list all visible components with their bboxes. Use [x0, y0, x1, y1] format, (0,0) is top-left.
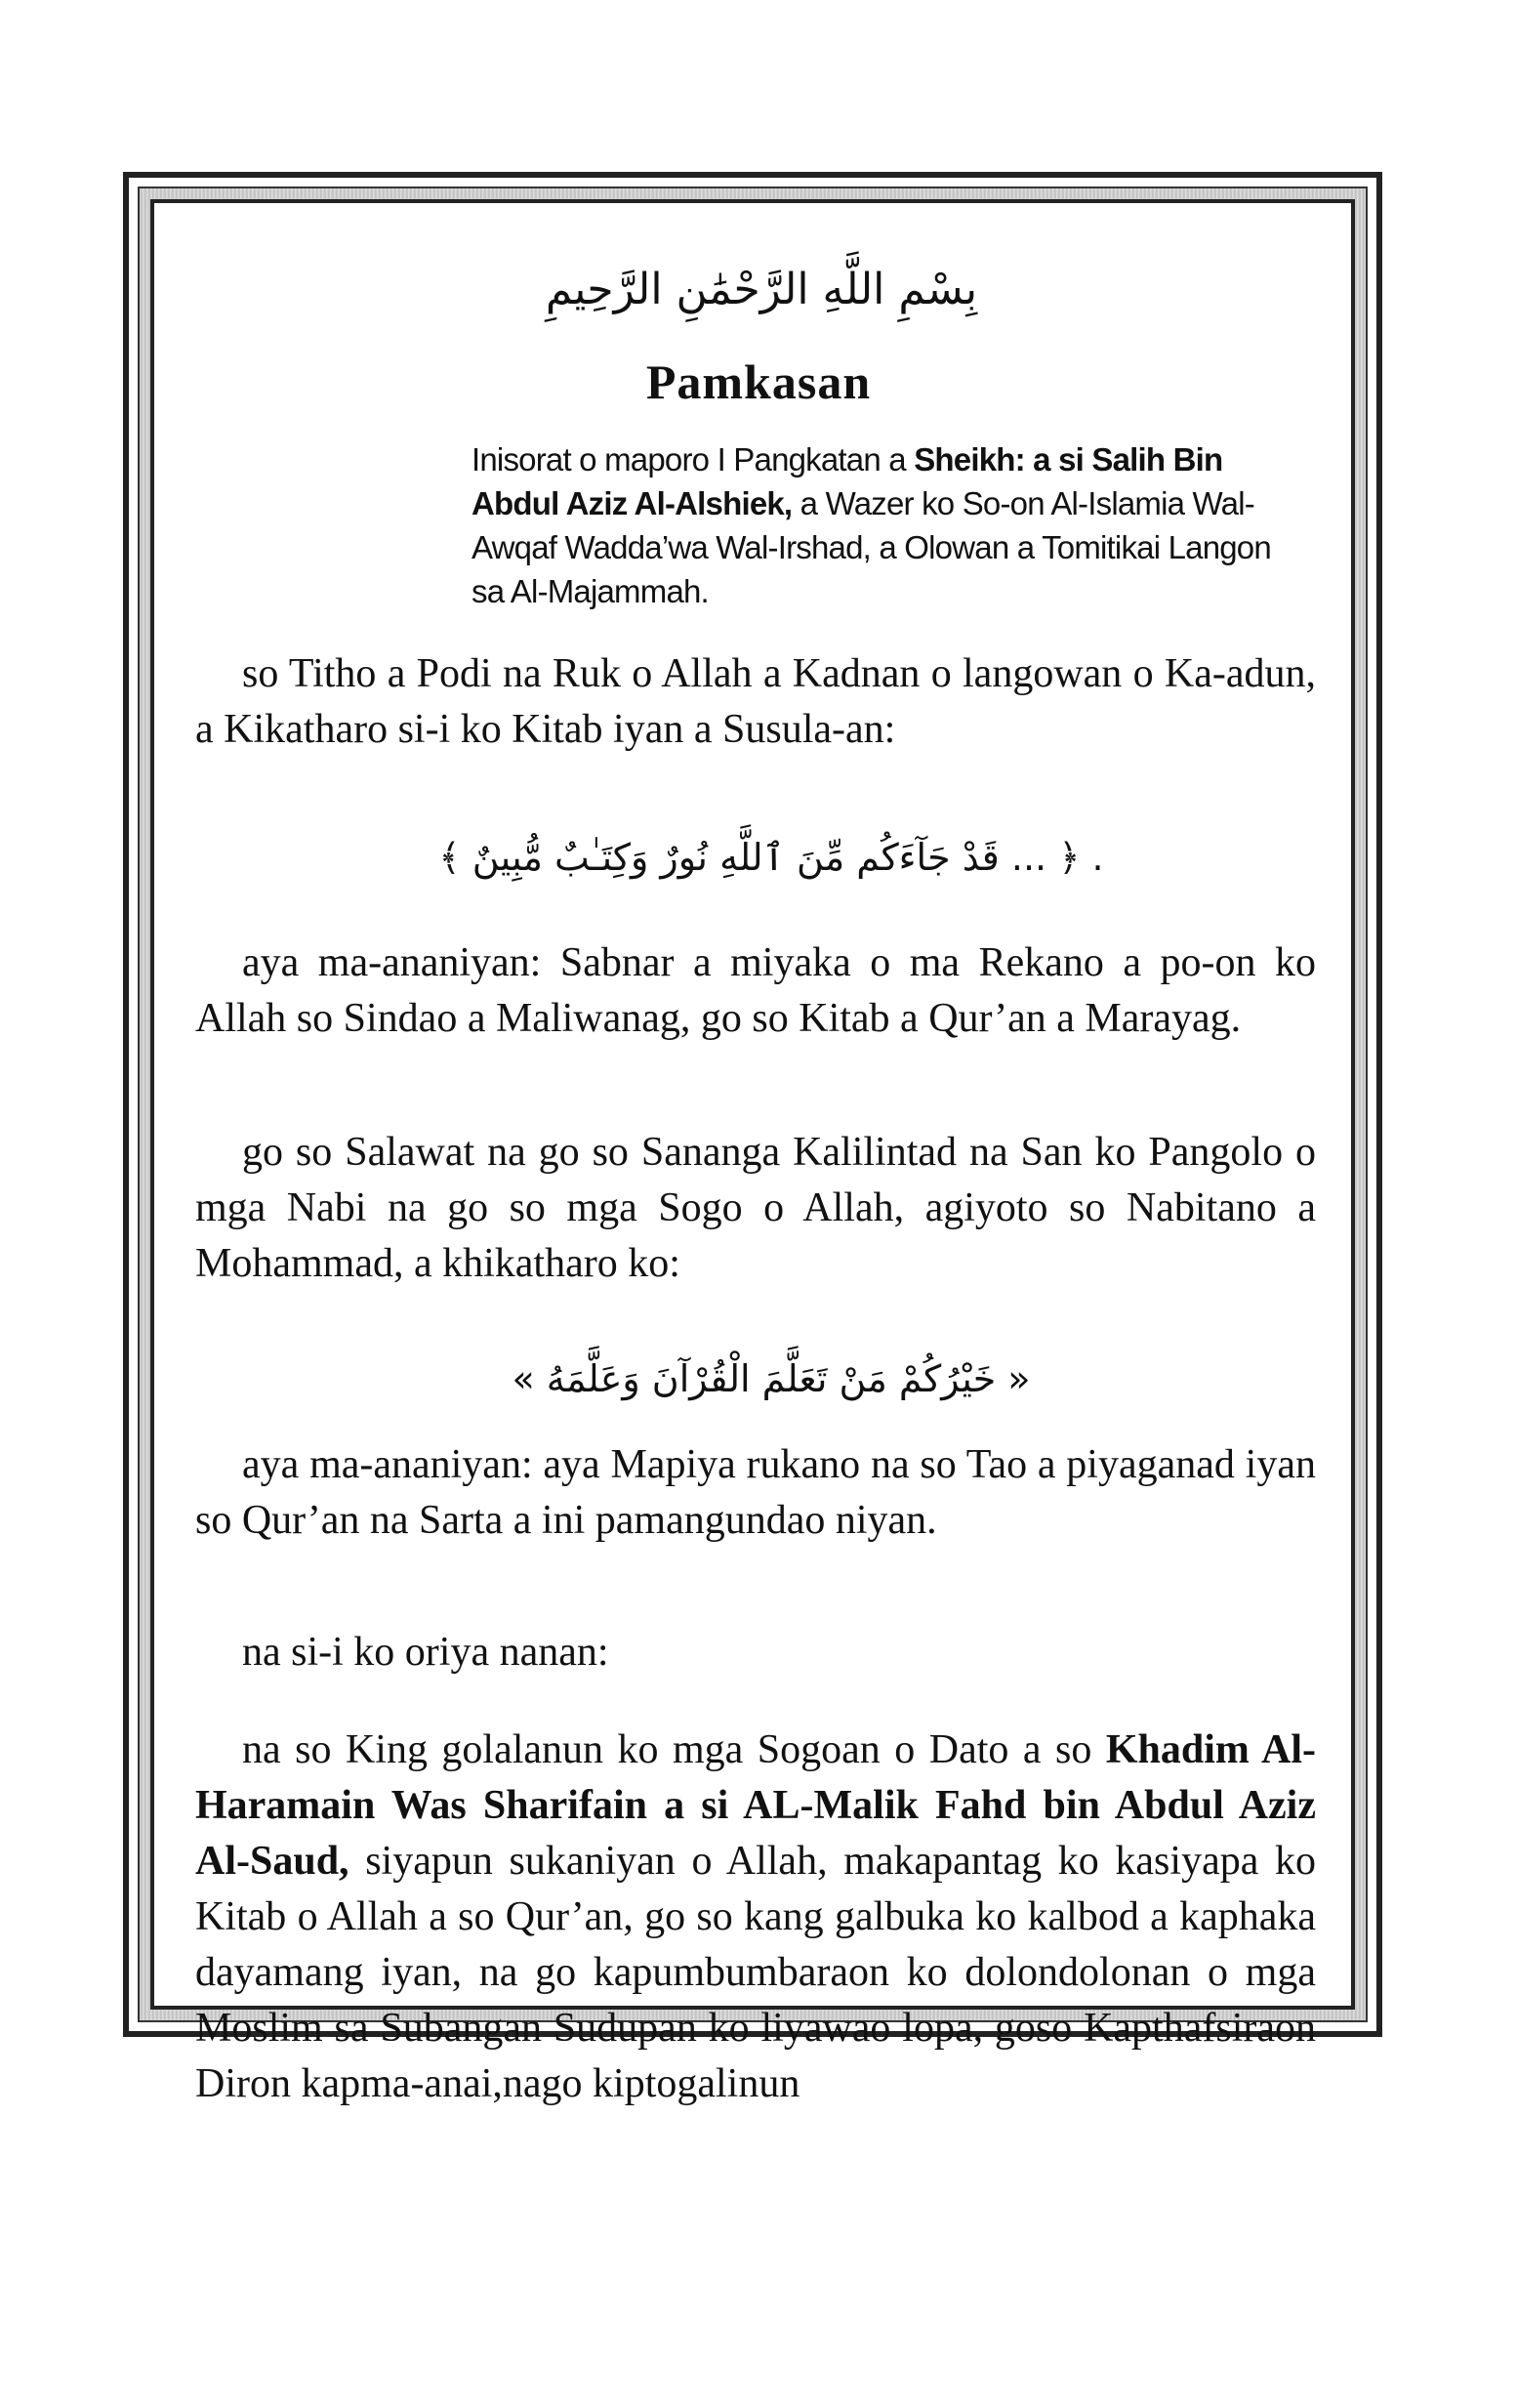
- intro-text-part1: Inisorat o maporo I Pangkatan a: [472, 441, 915, 477]
- paragraph-1: so Titho a Podi na Ruk o Allah a Kadnan o langowan o Ka-adun, a Kikatharo si-i ko Kitab iyan a Susula-an:: [195, 651, 1316, 752]
- paragraph-2: aya ma-ananiyan: Sabnar a miyaka o ma Rekano a po-on ko Allah so Sindao a Maliwanag, go so Kitab a Qur’an a Marayag.: [195, 940, 1316, 1041]
- paragraph-6: [195, 1723, 1316, 2112]
- intro-note: [472, 437, 1311, 613]
- paragraph-6-part1: na so King golalanun ko mga Sogoan o Dato a so: [242, 1727, 1106, 1772]
- quran-verse: . ﴿ ... قَدْ جَآءَكُم مِّنَ ٱللَّهِ نُورٌ وَكِتَـٰبٌ مُّبِينٌ ﴾: [438, 836, 1104, 879]
- paragraph-6-part2: siyapun sukaniyan o Allah, makapantag ko kasiyapa ko Kitab o Allah a so Qur’an, go so kang galbuka ko kalbod a kaphaka dayamang iyan, na go kapumbumbaraon ko dolondolonan o mga Moslim sa Subangan Sudupan ko liyawao lopa, goso Kapthafsiraon Diron kapma-anai,nago kiptogalinun: [195, 1839, 1316, 2106]
- paragraph-4: aya ma-ananiyan: aya Mapiya rukano na so Tao a piyaganad iyan so Qur’an na Sarta a ini pamangundao niyan.: [195, 1442, 1316, 1543]
- paragraph-6-bold-name: Khadim Al-Haramain Was Sharifain a si AL-Malik Fahd bin Abdul Aziz Al-Saud,: [195, 1727, 1317, 1884]
- intro-text-part2: a Wazer ko So-on Al-Islamia Wal-Awqaf Wadda’wa Wal-Irshad, a Olowan a Tomitikai Langon sa Al-Majammah.: [472, 485, 1271, 609]
- basmala-text: بِسْمِ اللَّهِ الرَّحْمَٰنِ الرَّحِيمِ: [545, 265, 978, 314]
- paragraph-5: na si-i ko oriya nanan:: [242, 1630, 609, 1675]
- intro-author-name: Sheikh: a si Salih Bin Abdul Aziz Al-Alshiek,: [472, 441, 1223, 521]
- basmala-heading: [517, 246, 1005, 334]
- page-title: Pamkasan: [645, 354, 872, 409]
- paragraph-3: go so Salawat na go so Sananga Kalilintad na San ko Pangolo o mga Nabi na go so mga Sogo o Allah, agiyoto so Nabitano a Mohammad, a khikatharo ko:: [195, 1130, 1316, 1286]
- hadith-quote: « خَيْرُكُمْ مَنْ تَعَلَّمَ الْقُرْآنَ وَعَلَّمَهُ »: [512, 1357, 1031, 1400]
